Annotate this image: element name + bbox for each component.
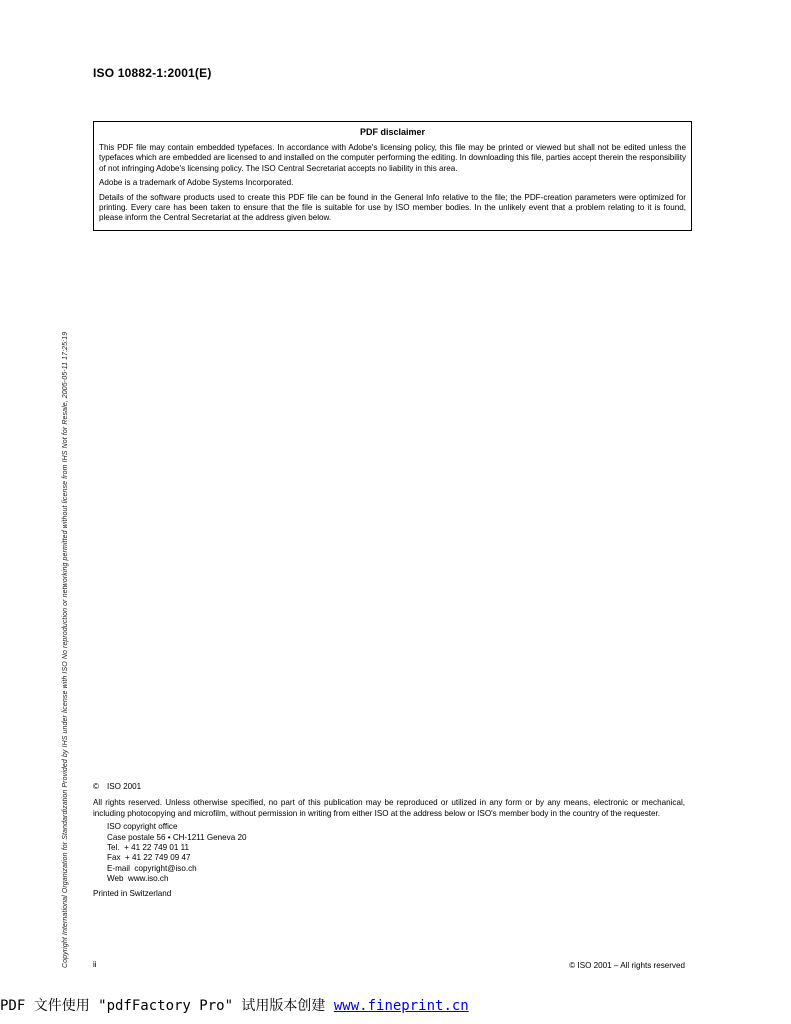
watermark-text: PDF 文件使用 "pdfFactory Pro" 试用版本创建 xyxy=(0,998,334,1014)
copyright-office-address xyxy=(107,822,685,884)
office-name: ISO copyright office xyxy=(107,822,178,832)
copyright-symbol: © xyxy=(93,782,99,791)
watermark-link[interactable]: www.fineprint.cn xyxy=(333,998,469,1014)
pdffactory-watermark xyxy=(0,995,469,1015)
pdf-disclaimer-box xyxy=(93,121,692,231)
office-address: Case postale 56 • CH-1211 Geneva 20 xyxy=(107,832,247,842)
printed-in: Printed in Switzerland xyxy=(93,888,172,898)
disclaimer-paragraph: This PDF file may contain embedded typefaces. In accordance with Adobe's licensing policy, this file may be printed or viewed but shall not be edited unless the typefaces which are embedded are licensed to and installed on the computer performing the editing. In downloading this file, parties accept therein the responsibility of not infringing Adobe's licensing policy. The ISO Central Secretariat accepts no liability in this area. xyxy=(99,143,686,173)
copyright-line xyxy=(93,782,685,792)
office-fax: Fax + 41 22 749 09 47 xyxy=(107,853,191,863)
page-number: ii xyxy=(93,960,97,969)
document-id: ISO 10882-1:2001(E) xyxy=(93,66,212,80)
copyright-block xyxy=(93,782,685,899)
disclaimer-title: PDF disclaimer xyxy=(359,127,426,137)
copyright-text: ISO 2001 xyxy=(106,782,142,791)
disclaimer-paragraph: Adobe is a trademark of Adobe Systems Incorporated. xyxy=(99,178,294,188)
office-tel: Tel. + 41 22 749 01 11 xyxy=(107,843,189,853)
office-email: E-mail copyright@iso.ch xyxy=(107,863,197,873)
office-web: Web www.iso.ch xyxy=(107,874,169,884)
disclaimer-paragraph: Details of the software products used to create this PDF file can be found in the General Info relative to the file; the PDF-creation parameters were optimized for printing. Every care has been taken to ensure that the file is suitable for use by ISO member bodies. In the unlikely event that a problem relating to it is found, please inform the Central Secretariat at the address given below. xyxy=(99,192,686,223)
license-side-stamp: Copyright International Organization for Standardization Provided by IHS under license with ISO No reproduction or networking permitted without license from IHS Not for Resale, 2005-05-11 17:25:19 xyxy=(62,331,69,968)
rights-statement: All rights reserved. Unless otherwise specified, no part of this publication may be reproduced or utilized in any form or by any means, electronic or mechanical, including photocopying and microfilm, without permission in writing from either ISO at the address below or ISO's member body in the country of the requester. xyxy=(93,798,685,818)
footer-copyright: © ISO 2001 – All rights reserved xyxy=(569,961,685,970)
